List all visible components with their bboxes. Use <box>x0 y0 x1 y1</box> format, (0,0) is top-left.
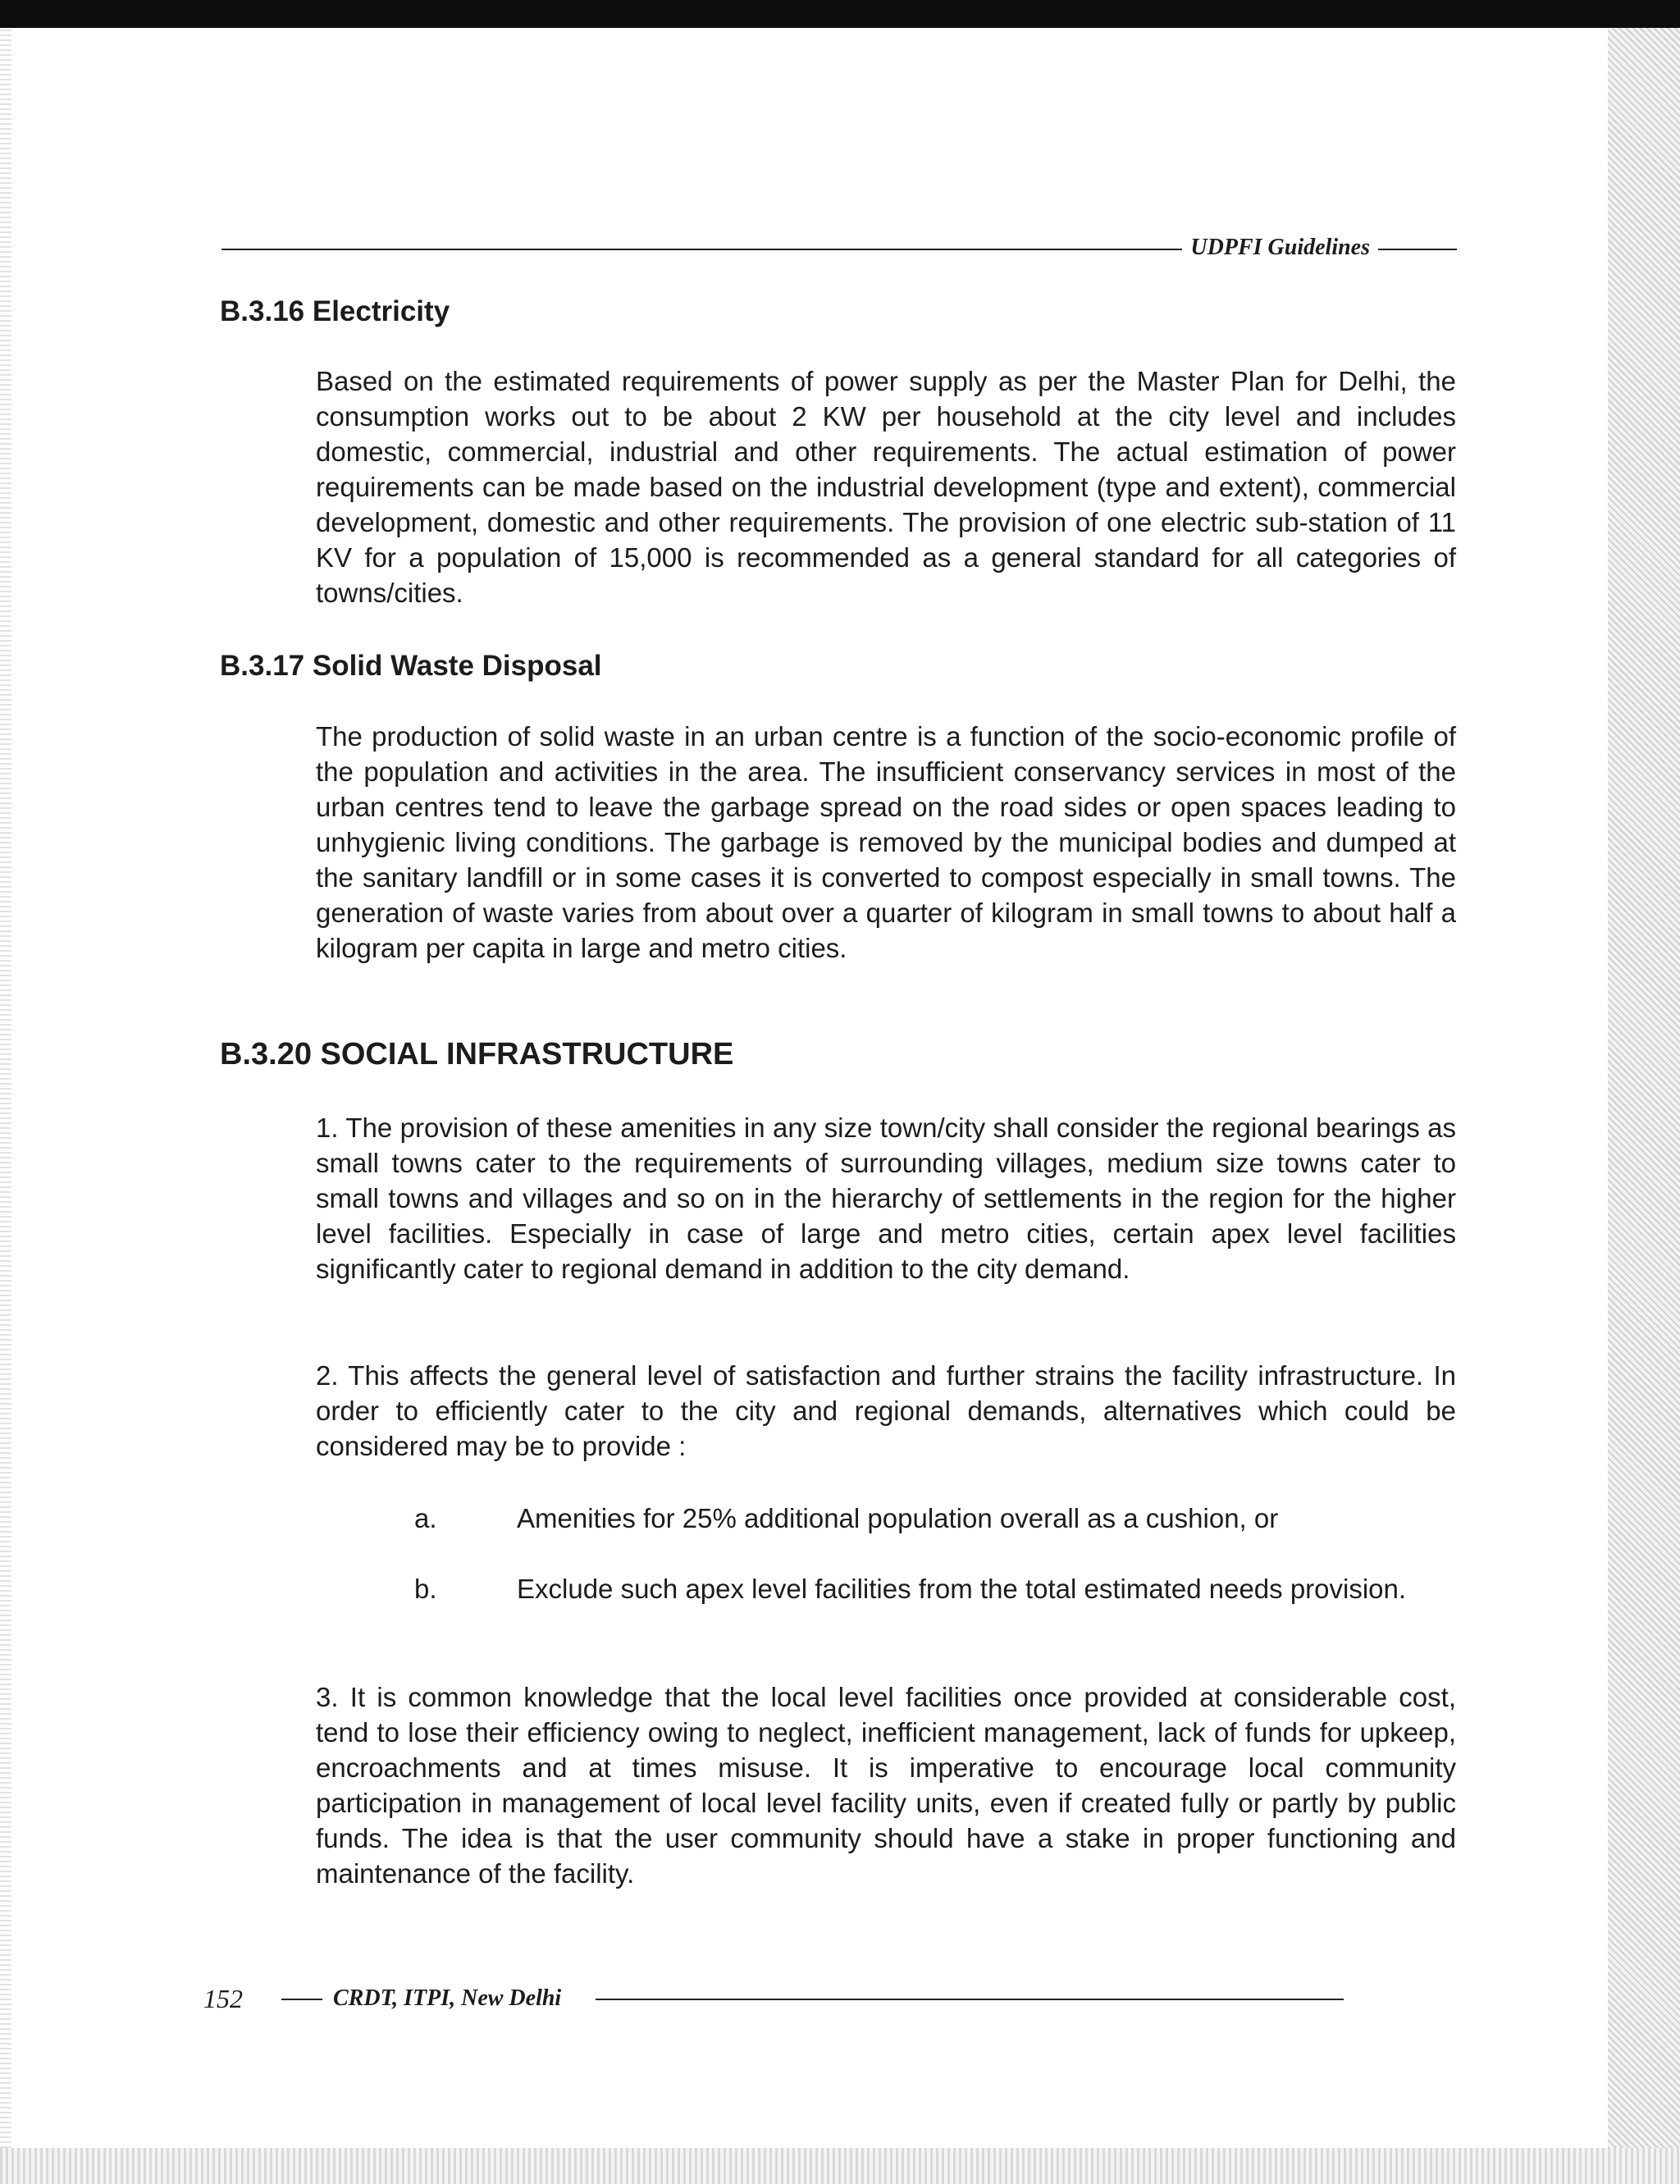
paragraph-text: 3. It is common knowledge that the local level facilities once provided at considerable cost, tend to lose their efficiency owing to neglect, inefficient management, lack of funds for upkeep, encroachments and at times misuse. It is imperative to encourage local community participation in management of local level facility units, even if created fully or partly by public funds. The idea is that the user community should have a stake in proper functioning and maintenance of the facility. <box>316 1682 1456 1889</box>
scan-bottom-edge <box>0 2148 1680 2184</box>
list-text: Exclude such apex level facilities from the total estimated needs provision. <box>517 1574 1407 1604</box>
footer-dash <box>281 1999 322 2000</box>
header-title: UDPFI Guidelines <box>1182 235 1378 261</box>
running-header <box>221 235 1457 261</box>
page-number: 152 <box>203 1984 243 2013</box>
list-marker: b. <box>414 1574 437 1604</box>
heading-electricity: B.3.16 Electricity <box>220 295 450 327</box>
paragraph-text: The production of solid waste in an urban centre is a function of the socio-economic profile of the population and activities in the area. The insufficient conservancy services in most of the urban centres tend to leave the garbage spread on the road sides or open spaces leading to unhygienic living conditions. The garbage is removed by the municipal bodies and dumped at the sanitary landfill or in some cases it is converted to compost especially in small towns. The generation of waste varies from about over a quarter of kilogram in small towns to about half a kilogram per capita in large and metro cities. <box>316 721 1456 963</box>
paragraph-electricity <box>316 363 1456 610</box>
list-text: Amenities for 25% additional population overall as a cushion, or <box>517 1503 1279 1533</box>
paragraph-text: 2. This affects the general level of satisfaction and further strains the facility infrastructure. In order to efficiently cater to the city and regional demands, alternatives which could be considered may be to provide : <box>316 1360 1456 1461</box>
paragraph-text: 1. The provision of these amenities in any size town/city shall consider the regional bearings as small towns cater to the requirements of surrounding villages, medium size towns cater to small towns and villages and so on in the hierarchy of settlements in the region for the higher level facilities. Especially in case of large and metro cities, certain apex level facilities significantly cater to regional demand in addition to the city demand. <box>316 1113 1456 1284</box>
paragraph-text: Based on the estimated requirements of power supply as per the Master Plan for Delhi, the consumption works out to be about 2 KW per household at the city level and includes domestic, commercial, industrial and other requirements. The actual estimation of power requirements can be made based on the industrial development (type and extent), commercial development, domestic and other requirements. The provision of one electric sub-station of 11 KV for a population of 15,000 is recommended as a general standard for all categories of towns/cities. <box>316 366 1456 608</box>
heading-solid-waste: B.3.17 Solid Waste Disposal <box>220 650 602 682</box>
list-marker: a. <box>414 1503 437 1533</box>
scan-top-edge <box>0 0 1680 28</box>
paragraph-social-3 <box>316 1679 1456 1891</box>
scan-left-edge <box>0 28 11 2148</box>
paragraph-social-1 <box>316 1110 1456 1286</box>
heading-social-infrastructure: B.3.20 SOCIAL INFRASTRUCTURE <box>220 1037 734 1071</box>
footer-rule <box>596 1999 1344 2000</box>
page-footer <box>203 1984 1401 2013</box>
scan-right-edge <box>1608 28 1680 2148</box>
footer-org: CRDT, ITPI, New Delhi <box>333 1985 562 2011</box>
paragraph-social-2 <box>316 1358 1456 1464</box>
paragraph-solid-waste <box>316 719 1456 966</box>
